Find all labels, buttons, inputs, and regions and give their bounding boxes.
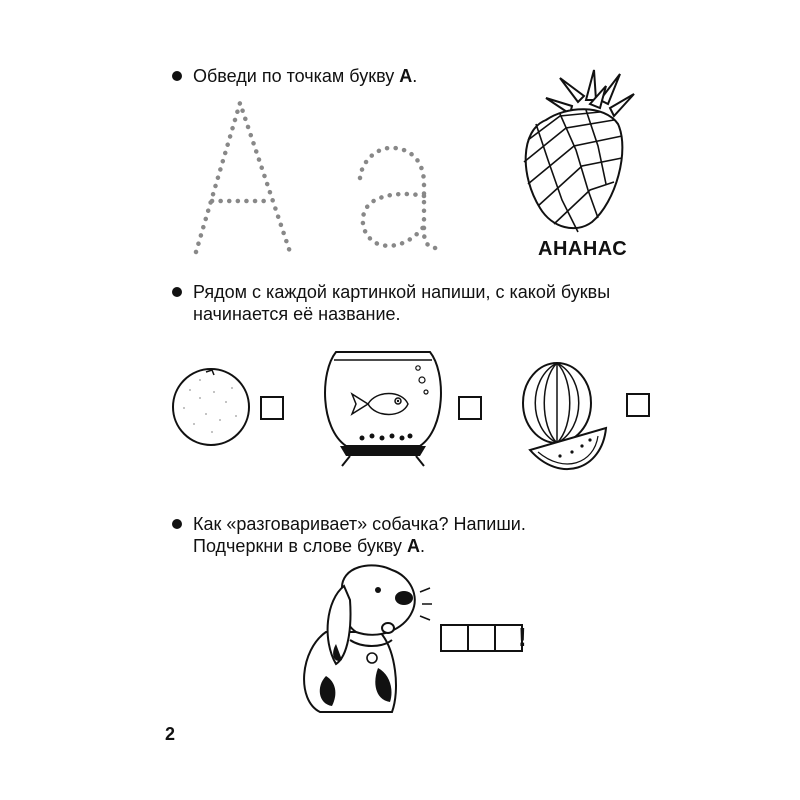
task2-instruction-line1: Рядом с каждой картинкой напиши, с какой буквы <box>193 282 611 302</box>
answer-box-dog-1[interactable] <box>440 624 469 652</box>
page-number: 2 <box>165 724 176 744</box>
answer-box-dog-2[interactable] <box>467 624 496 652</box>
task1-instruction: Обведи по точкам букву А. <box>193 66 418 86</box>
task2-instruction-line2: начинается её название. <box>193 304 401 324</box>
task1-letter: А <box>399 66 413 86</box>
task3-instruction-line2: Подчеркни в слове букву А. <box>193 536 425 556</box>
answer-boxes-dog <box>440 624 524 652</box>
task1-text: Обведи по точкам букву <box>193 66 400 86</box>
pineapple-caption: АНАНАС <box>538 238 628 260</box>
task3-letter: А <box>406 536 420 556</box>
task3-instruction-line1: Как «разговаривает» собачка? Напиши. <box>193 514 526 534</box>
exclamation-mark: ! <box>518 622 527 652</box>
